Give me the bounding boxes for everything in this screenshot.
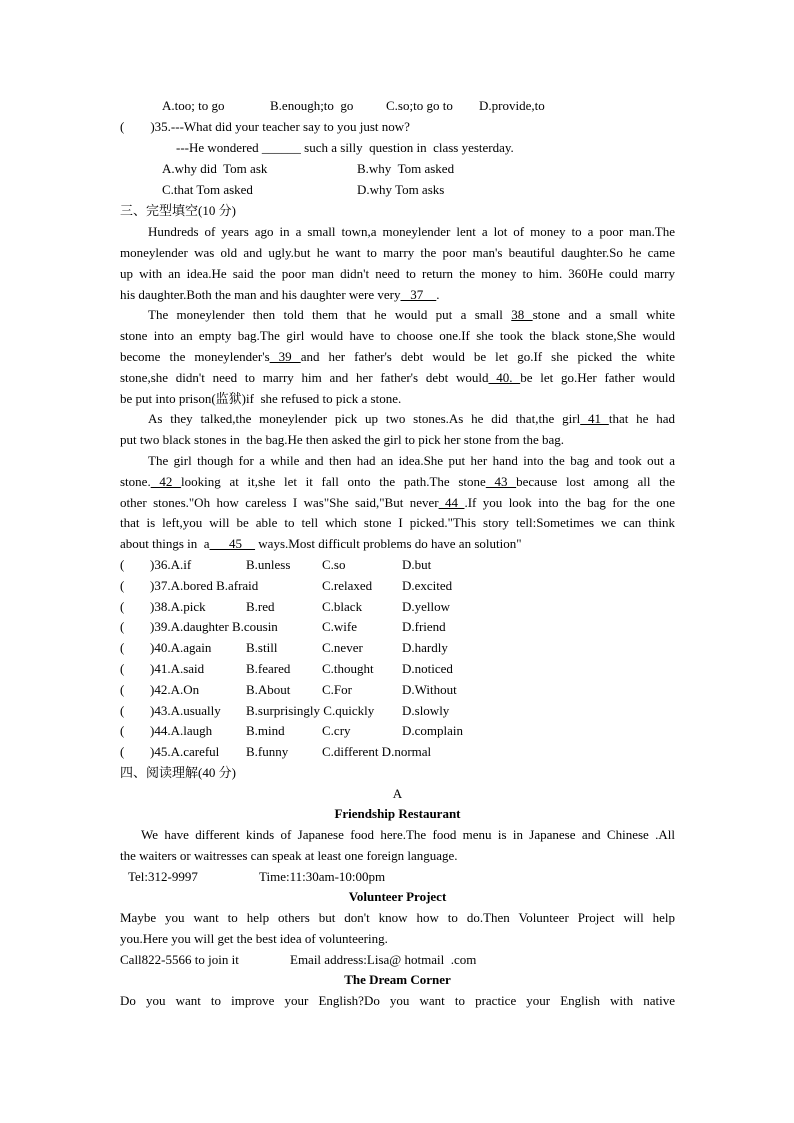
q35-reply [176,140,514,156]
option-c: C.different D.normal [322,744,432,760]
option-b: B.surprisingly C.quickly [246,702,375,718]
cloze-question-row [0,723,794,739]
q35-stem [120,119,410,135]
question-number-option-a: )43.A.usually [150,702,221,718]
cloze-p4-line5 [120,536,522,552]
cloze-text: his daughter.Both the man and his daughter were very [120,287,401,302]
option-b: B.mind [246,723,285,739]
question-number-option-a: )45.A.careful [150,744,220,760]
q34-option-c: C.so;to go to [386,98,453,113]
cloze-question-row [0,703,794,719]
q35-option-c: C.that Tom asked [162,182,253,197]
cloze-p4-line4: that is left,you will be able to tell which stone I picked."This story tell:Sometimes we can think [120,515,675,530]
answer-bracket[interactable]: ( [120,577,125,593]
option-c: C.cry [322,723,351,739]
q35-options-row1 [0,161,794,177]
dream-corner-title: The Dream Corner [344,972,451,987]
cloze-question-row [0,619,794,635]
option-c: C.so [322,557,346,572]
cloze-question-row [0,661,794,677]
question-number-option-a: )41.A.said [150,661,205,676]
blank-40: 40. [488,370,521,385]
cloze-text: stone and a small white [532,307,676,322]
answer-bracket[interactable]: ( [120,557,125,572]
q35-options-row2 [0,182,794,198]
option-c: C.For [322,681,352,697]
q35-stem-text: 35.---What did your teacher say to you just now? [154,119,410,134]
question-number-option-a: )42.A.On [150,681,200,697]
question-number-option-a: )39.A.daughter B.cousin [150,619,278,635]
cloze-text: that he had [608,411,675,426]
answer-bracket[interactable]: ( [120,661,125,676]
q34-option-b: B.enough;to go [270,98,354,113]
cloze-text: As they talked,the moneylender pick up two stones.As he did that,the girl [148,411,581,426]
blank-37: 37 [400,287,437,302]
blank-44: 44 [438,495,465,510]
option-b: B.feared [246,661,291,676]
q35-blank: ______ [261,140,301,155]
cloze-p1-line1: Hundreds of years ago in a small town,a moneylender lent a lot of money to a poor man.The [148,224,675,239]
cloze-question-row [0,640,794,656]
question-number-option-a: )40.A.again [150,640,212,656]
option-b: B.red [246,598,275,614]
option-b: B.still [246,640,278,656]
answer-bracket[interactable]: ( [120,723,125,739]
blank-45: 45 [209,536,256,551]
cloze-text: The moneylender then told them that he would put a small [148,307,512,322]
volunteer-title: Volunteer Project [348,889,447,904]
q35-option-d: D.why Tom asks [357,182,445,197]
cloze-p1-line3: up with an idea.He said the poor man didn't need to return the money to him. 360He could marry [120,266,675,281]
cloze-p2-line2: stone into an empty bag.The girl would have to choose one.If she took the black stone,She would [120,328,675,343]
cloze-text: become the moneylender's [120,349,270,364]
option-d: D.hardly [402,640,448,656]
cloze-text: . [436,287,440,302]
cloze-p2-line5: be put into prison(监狱)if she refused to pick a stone. [120,391,402,406]
restaurant-tel: Tel:312-9997 [128,869,198,884]
blank-42: 42 [150,474,182,489]
option-c: C.black [322,598,363,614]
cloze-question-row [0,599,794,615]
question-number-option-a: )44.A.laugh [150,723,213,739]
blank-38: 38 [511,307,533,322]
restaurant-contact [0,869,794,885]
question-number-option-a: )38.A.pick [150,598,206,614]
question-number-option-a: )37.A.bored B.afraid [150,577,259,593]
cloze-text: and her father's debt would be let go.If she picked the white [300,349,675,364]
option-d: D.excited [402,577,453,593]
q34-options [0,98,794,114]
answer-bracket[interactable]: ( [120,702,125,718]
answer-bracket[interactable]: ( [120,744,125,760]
answer-bracket[interactable]: ( [120,598,125,614]
option-c: C.relaxed [322,577,373,593]
cloze-question-row [0,557,794,573]
cloze-text: other stones."Oh how careless I was"She said,"But never [120,495,439,510]
restaurant-line2: the waiters or waitresses can speak at least one foreign language. [120,848,458,863]
option-c: C.thought [322,661,374,676]
volunteer-email: Email address:Lisa@ hotmail .com [290,952,477,967]
restaurant-line1: We have different kinds of Japanese food here.The food menu is in Japanese and Chinese .All [141,827,675,842]
cloze-p4-line3 [120,495,675,511]
cloze-text: stone. [120,474,151,489]
q35-reply-post: such a silly question in class yesterday. [304,140,514,155]
restaurant-title: Friendship Restaurant [334,806,461,821]
answer-bracket[interactable]: ( [120,640,125,656]
cloze-question-row [0,578,794,594]
cloze-p2-line4 [120,370,675,386]
option-c: C.never [322,640,363,656]
section4-title: 四、阅读理解(40 分) [120,765,236,780]
option-d: D.friend [402,619,446,635]
volunteer-line1: Maybe you want to help others but don't know how to do.Then Volunteer Project will help [120,910,675,925]
option-d: D.noticed [402,661,453,676]
cloze-p2-line3 [120,349,675,365]
answer-bracket[interactable]: ( [120,681,125,697]
dream-corner-line1: Do you want to improve your English?Do you want to practice your English with native [120,993,675,1008]
option-c: C.wife [322,619,358,635]
cloze-text: ways.Most difficult problems do have an solution" [255,536,522,551]
q35-option-a: A.why did Tom ask [162,161,268,176]
blank-39: 39 [269,349,301,364]
option-b: B.funny [246,744,289,760]
cloze-p1-line4 [120,287,440,303]
option-d: D.yellow [402,598,451,614]
blank-41: 41 [580,411,609,426]
option-d: D.complain [402,723,464,739]
volunteer-line2: you.Here you will get the best idea of volunteering. [120,931,388,946]
option-d: D.Without [402,681,457,697]
volunteer-contact [0,952,794,968]
blank-43: 43 [485,474,517,489]
q35-reply-pre: ---He wondered [176,140,259,155]
q35-option-b: B.why Tom asked [357,161,455,176]
question-number-option-a: )36.A.if [150,557,192,572]
cloze-p2-line1 [148,307,675,323]
option-d: D.but [402,557,432,572]
section3-title: 三、完型填空(10 分) [120,203,236,218]
cloze-p4-line1: The girl though for a while and then had an idea.She put her hand into the bag and took out a [148,453,675,468]
q34-option-a: A.too; to go [162,98,225,113]
cloze-text: because lost among all the [516,474,675,489]
cloze-p3-line2: put two black stones in the bag.He then asked the girl to pick her stone from the bag. [120,432,565,447]
cloze-question-row [0,744,794,760]
cloze-text: .If you look into the bag for the one [464,495,675,510]
cloze-text: stone,she didn't need to marry him and her father's debt would [120,370,489,385]
answer-bracket[interactable]: ( [120,619,125,635]
cloze-p3-line1 [148,411,675,427]
option-b: B.unless [246,557,291,572]
q34-option-d: D.provide,to [479,98,545,113]
restaurant-time: Time:11:30am-10:00pm [259,869,386,884]
cloze-text: be let go.Her father would [520,370,676,385]
q35-answer-bracket[interactable]: ( ) [120,119,155,134]
cloze-p4-line2 [120,474,675,490]
passage-a-letter: A [392,786,403,801]
cloze-p1-line2: moneylender was old and ugly.but he want to marry the poor man's beautiful daughter.So he came [120,245,675,260]
cloze-text: about things in a [120,536,210,551]
cloze-text: looking at it,she let it fall onto the path.The stone [181,474,486,489]
cloze-question-row [0,682,794,698]
option-b: B.About [246,681,291,697]
option-d: D.slowly [402,702,450,718]
volunteer-call: Call822-5566 to join it [120,952,239,967]
